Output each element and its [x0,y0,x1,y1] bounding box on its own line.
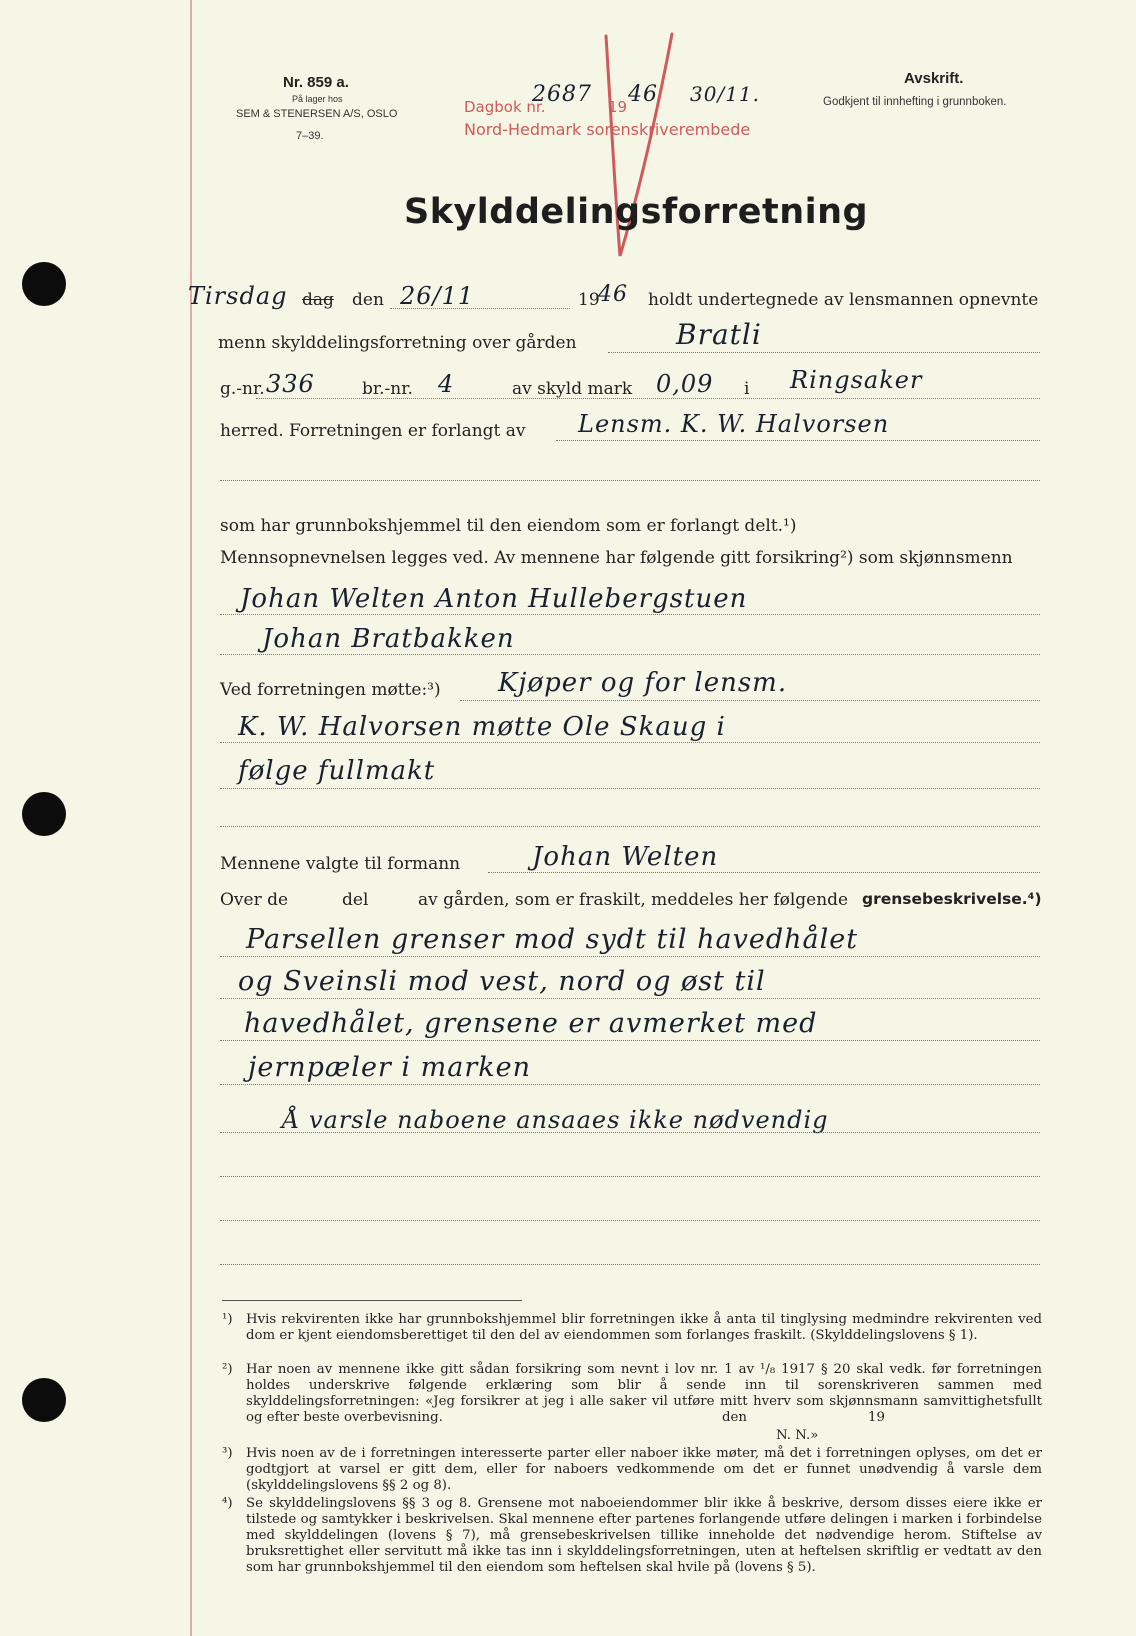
footnote-1-text: Hvis rekvirenten ikke har grunnbokshjemmel blir forretningen ikke å anta til tinglysing medmindre rekvirenten ved dom er kjent eiendomsberettiget til den del av eiendommen som forlanges fraskilt. (Skylddelingslovens § 1). [246,1312,1042,1343]
farm-dotted-line [608,352,1040,353]
requester-name: Lensm. K. W. Halvorsen [578,410,890,438]
men-dotted-line-1 [220,614,1040,615]
attended-line1: Kjøper og for lensm. [498,668,788,698]
attended-line2: K. W. Halvorsen møtte Ole Skaug i [238,712,726,742]
document-title: Skylddelingsforretning [404,192,869,232]
border-line5: Å varsle naboene ansaaes ikke nødvendig [282,1106,829,1134]
footnote-4-text: Se skylddelingslovens §§ 3 og 8. Grensene mot naboeiendommer blir ikke å beskrive, dersom disses eiere ikke er tilstede og samtykker i beskrivelsen. Skal mennene efter partenes forlangende utføre delingen i marken i forbindelse med skylddelingen (lovens § 7), må grensebeskrivelsen tillike inneholde det nødvendige herom. Stiftelse av bruksrettighet eller servitutt må ikke tas inn i skylddelingsforretningen, uten at heftelsen skriftlig er vedtatt av den som har grunnbokshjemmel til den eiendom som heftelsen skal hvile på (lovens § 5). [246,1496,1042,1575]
chair-dotted-line [488,872,1040,873]
i-label: i [744,379,750,399]
dagbok-number: 2687 [532,82,592,107]
footnote-2-sign: N. N.» [776,1428,819,1443]
skyld-label: av skyld mark [512,379,633,399]
den-label: den [352,290,384,310]
footnote-2 [222,1362,1042,1426]
place-name: Ringsaker [790,366,923,394]
border-bold-label: grensebeskrivelse.⁴) [862,890,1042,908]
border-line2: og Sveinsli mod vest, nord og øst til [238,966,766,997]
border-line3: havedhålet, grensene er avmerket med [244,1008,818,1039]
footnote-rule [222,1300,522,1301]
brnr-label: br.-nr. [362,379,413,399]
stamp-year-suffix: 46 [628,82,658,107]
border-dotted-line-5 [220,1132,1040,1133]
margin-line [190,0,192,1636]
gnr-value: 336 [266,370,315,398]
border-dotted-line-1 [220,956,1040,957]
footnote-2-number: ²) [222,1362,233,1377]
line3-dotted-line [256,398,1040,399]
binder-hole-bottom [22,1378,66,1422]
footnote-4-number: ⁴) [222,1496,233,1511]
border-line4: jernpæler i marken [248,1052,531,1083]
handwritten-check-mark [570,28,680,268]
attended-line3: følge fullmakt [238,756,436,786]
requester-dotted-line [556,440,1040,441]
border-dotted-line-4 [220,1084,1040,1085]
stamp-office: Nord-Hedmark sorenskriverembede [464,120,751,139]
line1-rest: holdt undertegnede av lensmannen opnevnte [648,290,1039,310]
binder-hole-top [22,262,66,306]
footnote-2-year: 19 [868,1410,885,1425]
year-prefix: 19 [578,290,600,310]
avskrift-subtitle: Godkjent til innhefting i grunnboken. [823,96,1007,108]
footnote-1-number: ¹) [222,1312,233,1327]
del-label: del [342,890,369,910]
border-dotted-line-7 [220,1220,1040,1221]
border-line1: Parsellen grenser mod sydt til havedhålet [246,924,859,955]
stamp-date: 30/11. [690,82,760,106]
chair-name: Johan Welten [532,842,719,872]
attended-dotted-line-1 [460,700,1040,701]
chair-label: Mennene valgte til formann [220,854,461,874]
gnr-label: g.-nr. [220,379,265,399]
form-number: Nr. 859 a. [283,74,349,91]
line4-text: herred. Forretningen er forlangt av [220,421,526,441]
men-line2: Johan Bratbakken [262,624,515,654]
footnote-1 [222,1312,1042,1344]
publisher-line3: 7–39. [296,130,324,142]
dagbok-label: Dagbok nr. [464,98,546,116]
year-suffix: 46 [598,282,628,307]
blank-dotted-line-2 [220,826,1040,827]
skyld-value: 0,09 [656,370,714,398]
binder-hole-middle [22,792,66,836]
forretning-date: 26/11 [400,282,475,310]
attended-dotted-line-3 [220,788,1040,789]
attended-label: Ved forretningen møtte:³) [220,680,441,700]
publisher-line2: SEM & STENERSEN A/S, OSLO [236,108,398,120]
line6-text: Mennsopnevnelsen legges ved. Av mennene har følgende gitt forsikring²) som skjønnsmenn [220,548,1013,568]
stamp-year-prefix: 19 [608,98,628,116]
border-dotted-line-6 [220,1176,1040,1177]
footnote-3-number: ³) [222,1446,233,1461]
border-rest: av gården, som er fraskilt, meddeles her følgende [418,890,849,910]
line5-text: som har grunnbokshjemmel til den eiendom som er forlangt delt.¹) [220,516,797,536]
men-dotted-line-2 [220,654,1040,655]
blank-dotted-line-1 [220,480,1040,481]
weekday: Tirsdag [188,282,288,310]
over-de-label: Over de [220,890,289,910]
farm-name: Bratli [676,318,762,351]
struck-dag: dag [302,290,334,310]
border-dotted-line-2 [220,998,1040,999]
border-dotted-line-3 [220,1040,1040,1041]
avskrift-title: Avskrift. [904,70,964,87]
border-dotted-line-8 [220,1264,1040,1265]
publisher-line1: På lager hos [292,94,343,104]
men-line1: Johan Welten Anton Hullebergstuen [240,584,748,614]
footnote-2-den: den [722,1410,747,1425]
brnr-value: 4 [438,370,455,398]
footnote-3 [222,1446,1042,1494]
attended-dotted-line-2 [220,742,1040,743]
line2-text: menn skylddelingsforretning over gården [218,333,577,353]
footnote-4 [222,1496,1042,1576]
footnote-3-text: Hvis noen av de i forretningen interesserte parter eller naboer ikke møter, må det i forretningen oplyses, om det er godtgjort at varsel er gitt dem, eller for naboers vedkommende om det er funnet unødvendig å varsle dem (skylddelingslovens §§ 2 og 8). [246,1446,1042,1493]
footnote-2-text: Har noen av mennene ikke gitt sådan forsikring som nevnt i lov nr. 1 av ¹/₈ 1917 § 20 skal vedk. før forretningen holdes underskrive følgende erklæring som blir å sende inn til sorenskriveren sammen med skylddelingsforretningen: «Jeg forsikrer at jeg i alle saker vil utføre mitt hverv som skjønnsmann samvittighetsfullt og efter beste overbevisning. [246,1362,1042,1425]
